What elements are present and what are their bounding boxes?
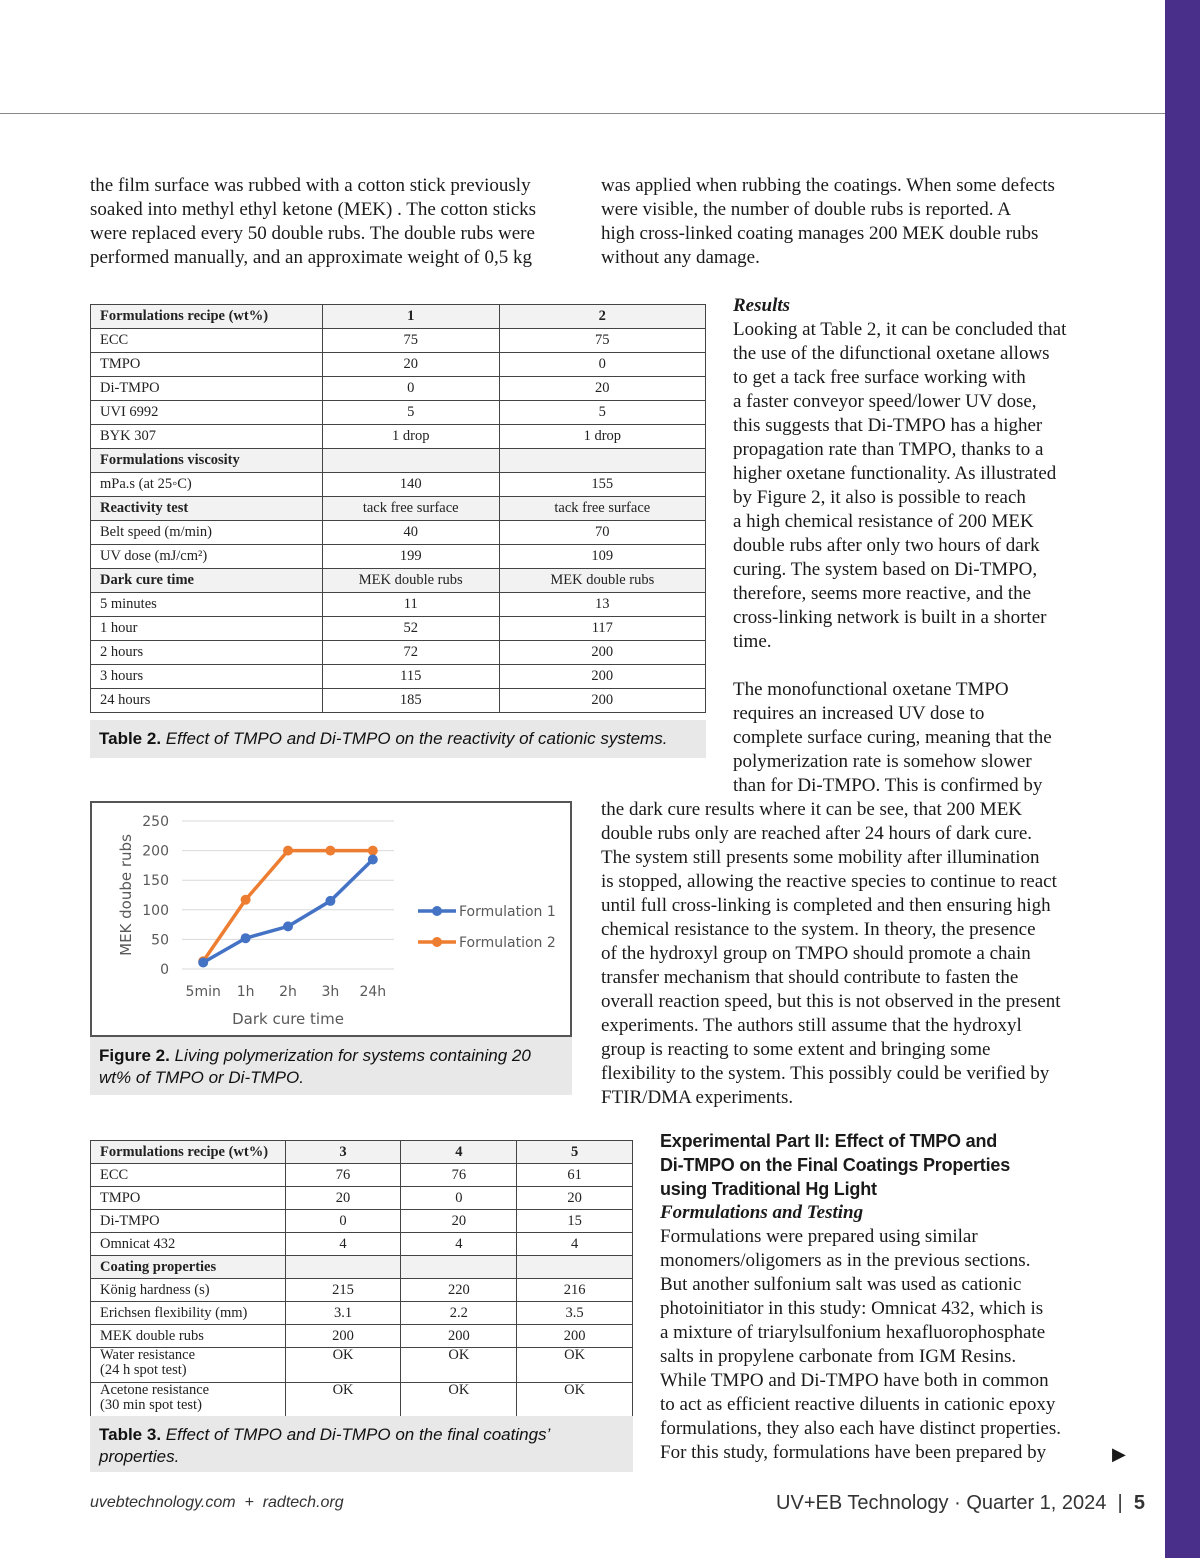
text-line: photoinitiator in this study: Omnicat 432, which is	[660, 1298, 1044, 1319]
table-cell: 20	[322, 353, 499, 377]
results-section	[733, 294, 1066, 798]
text-line: curing. The system based on Di-TMPO,	[733, 559, 1038, 580]
table-cell: tack free surface	[322, 497, 499, 521]
table-cell: 200	[517, 1325, 633, 1348]
table-cell: tack free surface	[499, 497, 705, 521]
text-line: The monofunctional oxetane TMPO	[733, 679, 1009, 700]
part2-section	[660, 1129, 1061, 1465]
text-line: without any damage.	[601, 247, 760, 268]
row-label: UVI 6992	[91, 401, 323, 425]
text-line: time.	[733, 631, 772, 652]
text-line: using Traditional Hg Light	[660, 1179, 877, 1199]
text-line: high cross-linked coating manages 200 MEK double rubs	[601, 223, 1039, 244]
table-row	[91, 521, 706, 545]
y-tick-label: 0	[160, 962, 169, 978]
row-label: Erichsen flexibility (mm)	[91, 1302, 286, 1325]
table-cell: 2.2	[401, 1302, 517, 1325]
row-label: Belt speed (m/min)	[91, 521, 323, 545]
text-line: therefore, seems more reactive, and the	[733, 583, 1032, 604]
table-header-row	[91, 305, 706, 329]
table-cell	[401, 1256, 517, 1279]
table-cell: 20	[401, 1210, 517, 1233]
row-label: Formulations viscosity	[91, 449, 323, 473]
text-line: Experimental Part II: Effect of TMPO and	[660, 1131, 998, 1151]
text-line: salts in propylene carbonate from IGM Resins.	[660, 1346, 1017, 1367]
text-line: polymerization rate is somehow slower	[733, 751, 1032, 772]
y-tick-label: 150	[142, 873, 169, 890]
table-cell: 1 drop	[499, 425, 705, 449]
table-cell: OK	[517, 1348, 633, 1383]
table-cell: 75	[499, 329, 705, 353]
row-label: Omnicat 432	[91, 1233, 286, 1256]
table-cell: 20	[517, 1187, 633, 1210]
table-cell: 115	[322, 665, 499, 689]
table-row	[91, 545, 706, 569]
text-line: a faster conveyor speed/lower UV dose,	[733, 391, 1037, 412]
table-cell: OK	[401, 1348, 517, 1383]
table-cell: 117	[499, 617, 705, 641]
text-line: cross-linking network is built in a shorter	[733, 607, 1047, 628]
table-cell: MEK double rubs	[322, 569, 499, 593]
table-row	[91, 1256, 633, 1279]
results-heading: Results	[733, 295, 791, 316]
table-row	[91, 593, 706, 617]
caption-text: Living polymerization for systems containing 20 wt% of TMPO or Di-TMPO.	[99, 1046, 531, 1087]
table-cell: OK	[517, 1383, 633, 1418]
x-tick-label: 1h	[236, 984, 255, 1000]
table-row	[91, 665, 706, 689]
part2-heading	[660, 1129, 1061, 1201]
table-cell: 5	[322, 401, 499, 425]
data-point	[325, 896, 335, 906]
table-cell: 2	[499, 305, 705, 329]
part2-text	[660, 1225, 1061, 1465]
table-cell: 0	[322, 377, 499, 401]
table-cell: OK	[285, 1348, 401, 1383]
row-label: Coating properties	[91, 1256, 286, 1279]
table-2-caption	[90, 720, 706, 758]
row-label: mPa.s (at 25◦C)	[91, 473, 323, 497]
text-line: Formulations were prepared using similar	[660, 1226, 978, 1247]
table-row	[91, 1383, 633, 1418]
text-line: was applied when rubbing the coatings. When some defects	[601, 175, 1055, 196]
series-line	[203, 859, 373, 962]
row-label: 24 hours	[91, 689, 323, 713]
table-header-row	[91, 1141, 633, 1164]
col1-top-text	[90, 174, 536, 270]
data-point	[368, 854, 378, 864]
text-line: were replaced every 50 double rubs. The double rubs were	[90, 223, 535, 244]
data-point	[283, 846, 293, 856]
text-line: For this study, formulations have been prepared by	[660, 1442, 1047, 1463]
text-line: to get a tack free surface working with	[733, 367, 1026, 388]
text-line: Di-TMPO on the Final Coatings Properties	[660, 1155, 1011, 1175]
table-cell: 70	[499, 521, 705, 545]
y-tick-label: 200	[142, 843, 169, 860]
text-line: overall reaction speed, but this is not observed in the present	[601, 991, 1061, 1012]
text-line: double rubs after only two hours of dark	[733, 535, 1040, 556]
table-row	[91, 689, 706, 713]
table-cell: 72	[322, 641, 499, 665]
table-cell	[517, 1256, 633, 1279]
table-row	[91, 329, 706, 353]
text-line: by Figure 2, it also is possible to reach	[733, 487, 1026, 508]
table-cell: 5	[517, 1141, 633, 1164]
table-cell: OK	[285, 1383, 401, 1418]
table-cell: 200	[285, 1325, 401, 1348]
row-label: König hardness (s)	[91, 1279, 286, 1302]
caption-text: Effect of TMPO and Di-TMPO on the final coatings’ properties.	[99, 1425, 550, 1466]
table-row	[91, 449, 706, 473]
table-3-caption	[90, 1416, 633, 1472]
table-row	[91, 473, 706, 497]
table-cell: 40	[322, 521, 499, 545]
row-label: TMPO	[91, 353, 323, 377]
table-row	[91, 377, 706, 401]
legend-marker	[432, 906, 442, 916]
table-cell: 11	[322, 593, 499, 617]
table-cell: 220	[401, 1279, 517, 1302]
table-cell: MEK double rubs	[499, 569, 705, 593]
legend-label: Formulation 1	[459, 904, 556, 920]
results-p1	[733, 318, 1066, 654]
y-tick-label: 50	[151, 932, 169, 949]
table-cell: 200	[499, 641, 705, 665]
table-row	[91, 569, 706, 593]
table-cell: 75	[322, 329, 499, 353]
table-cell: 20	[499, 377, 705, 401]
table-cell: 52	[322, 617, 499, 641]
text-line: transfer mechanism that should contribute to fasten the	[601, 967, 1019, 988]
row-label: Reactivity test	[91, 497, 323, 521]
table-cell: 1 drop	[322, 425, 499, 449]
table-cell	[322, 449, 499, 473]
table-cell: 20	[285, 1187, 401, 1210]
caption-label: Figure 2.	[99, 1046, 170, 1065]
text-line: until full cross-linking is completed and then ensuring high	[601, 895, 1051, 916]
row-label: Water resistance (24 h spot test)	[91, 1348, 286, 1383]
text-line: While TMPO and Di-TMPO have both in common	[660, 1370, 1049, 1391]
x-tick-label: 3h	[321, 984, 340, 1000]
table-cell: 1	[322, 305, 499, 329]
text-line: double rubs only are reached after 24 hours of dark cure.	[601, 823, 1033, 844]
table-cell: OK	[401, 1383, 517, 1418]
table-cell: 3.5	[517, 1302, 633, 1325]
part2-subheading: Formulations and Testing	[660, 1202, 864, 1223]
table-cell: 4	[285, 1233, 401, 1256]
row-label: 5 minutes	[91, 593, 323, 617]
results-p2a	[733, 678, 1066, 798]
text-line: soaked into methyl ethyl ketone (MEK) . The cotton sticks	[90, 199, 537, 220]
table-cell: 0	[285, 1210, 401, 1233]
page-number: 5	[1133, 1492, 1145, 1514]
table-cell: 76	[401, 1164, 517, 1187]
table-cell: 185	[322, 689, 499, 713]
table-cell: 3	[285, 1141, 401, 1164]
x-axis-label: Dark cure time	[232, 1010, 344, 1028]
text-line: the film surface was rubbed with a cotton stick previously	[90, 175, 531, 196]
text-line: than for Di-TMPO. This is confirmed by	[733, 775, 1043, 796]
text-line: flexibility to the system. This possibly could be verified by	[601, 1063, 1050, 1084]
table-row	[91, 1210, 633, 1233]
table-cell: 4	[401, 1233, 517, 1256]
table-cell: 4	[517, 1233, 633, 1256]
publication-title: UV+EB Technology · Quarter 1, 2024	[776, 1492, 1107, 1514]
table-cell: 155	[499, 473, 705, 497]
table-row	[91, 425, 706, 449]
table-2	[90, 304, 706, 713]
x-tick-label: 2h	[279, 984, 297, 1000]
row-label: Formulations recipe (wt%)	[91, 1141, 286, 1164]
text-line: were visible, the number of double rubs is reported. A	[601, 199, 1011, 220]
x-tick-label: 24h	[359, 984, 387, 1000]
row-label: ECC	[91, 329, 323, 353]
text-line: experiments. The authors still assume that the hydroxyl	[601, 1015, 1022, 1036]
table-row	[91, 1348, 633, 1383]
table-cell: 200	[499, 665, 705, 689]
row-label: Acetone resistance (30 min spot test)	[91, 1383, 286, 1418]
caption-label: Table 2.	[99, 729, 162, 748]
separator: |	[1117, 1492, 1123, 1514]
data-point	[368, 846, 378, 856]
data-point	[241, 895, 251, 905]
y-axis-label: MEK doube rubs	[117, 834, 135, 956]
table-cell: 15	[517, 1210, 633, 1233]
row-label: ECC	[91, 1164, 286, 1187]
row-label: BYK 307	[91, 425, 323, 449]
text-line: this suggests that Di-TMPO has a higher	[733, 415, 1043, 436]
table-row	[91, 497, 706, 521]
row-label: 3 hours	[91, 665, 323, 689]
footer-websites: uvebtechnology.com + radtech.org	[90, 1494, 344, 1511]
table-row	[91, 1279, 633, 1302]
text-line: But another sulfonium salt was used as cationic	[660, 1274, 1022, 1295]
table-cell: 109	[499, 545, 705, 569]
text-line: group is reacting to some extent and bringing some	[601, 1039, 991, 1060]
table-cell: 0	[499, 353, 705, 377]
caption-text: Effect of TMPO and Di-TMPO on the reactivity of cationic systems.	[161, 729, 668, 748]
data-point	[325, 846, 335, 856]
paragraph-spacer	[733, 654, 1066, 678]
text-line: to act as efficient reactive diluents in cationic epoxy	[660, 1394, 1056, 1415]
table-row	[91, 1187, 633, 1210]
x-tick-label: 5min	[185, 984, 221, 1000]
row-label: 2 hours	[91, 641, 323, 665]
table-row	[91, 641, 706, 665]
y-tick-label: 100	[142, 902, 169, 919]
y-tick-label: 250	[142, 814, 169, 830]
table-cell	[499, 449, 705, 473]
text-line: the use of the difunctional oxetane allows	[733, 343, 1050, 364]
table-cell: 216	[517, 1279, 633, 1302]
table-row	[91, 1325, 633, 1348]
series-line	[203, 851, 373, 962]
row-label: Di-TMPO	[91, 1210, 286, 1233]
caption-label: Table 3.	[99, 1425, 162, 1444]
chart-svg	[92, 803, 570, 1035]
results-p2b	[601, 798, 1061, 1110]
data-point	[198, 957, 208, 967]
table-cell: 200	[499, 689, 705, 713]
text-line: The system still presents some mobility after illumination	[601, 847, 1040, 868]
table-cell: 61	[517, 1164, 633, 1187]
row-label: 1 hour	[91, 617, 323, 641]
row-label: Di-TMPO	[91, 377, 323, 401]
figure-2-chart	[90, 801, 572, 1037]
data-point	[283, 921, 293, 931]
text-line: a mixture of triarylsulfonium hexafluorophosphate	[660, 1322, 1046, 1343]
table-row	[91, 353, 706, 377]
text-line: requires an increased UV dose to	[733, 703, 985, 724]
table-cell: 215	[285, 1279, 401, 1302]
text-line: monomers/oligomers as in the previous sections.	[660, 1250, 1031, 1271]
data-point	[241, 933, 251, 943]
text-line: Looking at Table 2, it can be concluded that	[733, 319, 1067, 340]
row-label: TMPO	[91, 1187, 286, 1210]
row-label: Dark cure time	[91, 569, 323, 593]
table-cell: 5	[499, 401, 705, 425]
row-label: MEK double rubs	[91, 1325, 286, 1348]
text-line: of the hydroxyl group on TMPO should promote a chain	[601, 943, 1031, 964]
table-cell: 199	[322, 545, 499, 569]
table-row	[91, 1164, 633, 1187]
table-3	[90, 1140, 633, 1418]
col2-top-text	[601, 174, 1055, 270]
table-row	[91, 1302, 633, 1325]
table-cell: 0	[401, 1187, 517, 1210]
table-cell: 3.1	[285, 1302, 401, 1325]
table-cell: 76	[285, 1164, 401, 1187]
table-cell: 4	[401, 1141, 517, 1164]
table-cell	[285, 1256, 401, 1279]
text-line: formulations, they also each have distinct properties.	[660, 1418, 1061, 1439]
text-line: complete surface curing, meaning that the	[733, 727, 1052, 748]
text-line: performed manually, and an approximate weight of 0,5 kg	[90, 247, 532, 268]
text-line: FTIR/DMA experiments.	[601, 1087, 794, 1108]
continue-arrow-icon: ▶	[1112, 1444, 1126, 1464]
text-line: is stopped, allowing the reactive species to continue to react	[601, 871, 1057, 892]
row-label: Formulations recipe (wt%)	[91, 305, 323, 329]
text-line: propagation rate than TMPO, thanks to a	[733, 439, 1044, 460]
table-row	[91, 617, 706, 641]
table-row	[91, 1233, 633, 1256]
table-cell: 140	[322, 473, 499, 497]
row-label: UV dose (mJ/cm²)	[91, 545, 323, 569]
header-rule	[0, 113, 1165, 114]
figure-2-caption	[90, 1037, 572, 1095]
table-row	[91, 401, 706, 425]
text-line: a high chemical resistance of 200 MEK	[733, 511, 1034, 532]
table-cell: 200	[401, 1325, 517, 1348]
purple-sidebar	[1165, 0, 1200, 1558]
footer-publication	[776, 1492, 1145, 1515]
text-line: the dark cure results where it can be see, that 200 MEK	[601, 799, 1023, 820]
text-line: higher oxetane functionality. As illustrated	[733, 463, 1057, 484]
text-line: chemical resistance to the system. In theory, the presence	[601, 919, 1036, 940]
table-cell: 13	[499, 593, 705, 617]
legend-label: Formulation 2	[459, 935, 556, 951]
legend-marker	[432, 937, 442, 947]
